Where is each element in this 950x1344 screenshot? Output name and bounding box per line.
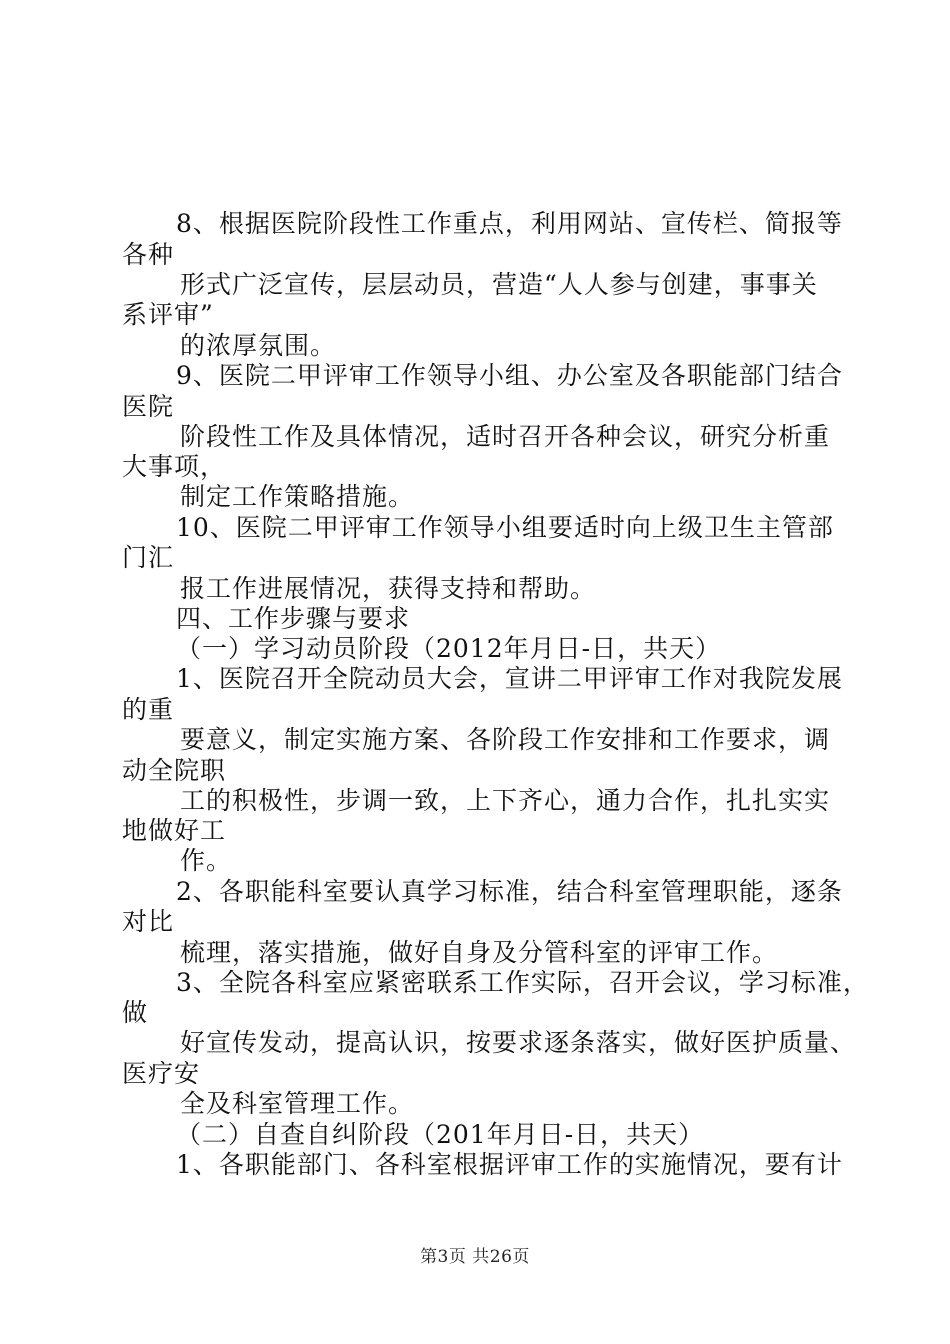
text-line: 9、医院二甲评审工作领导小组、办公室及各职能部门结合 — [176, 361, 843, 390]
text-line: 对比 — [122, 907, 175, 936]
text-line: 作。 — [180, 846, 233, 875]
subsection-heading: （一）学习动员阶段（2012年月日-日，共天） — [176, 634, 722, 663]
text-line: 阶段性工作及具体情况，适时召开各种会议，研究分析重 — [180, 422, 831, 451]
text-line: 动全院职 — [122, 756, 227, 785]
page-number-footer: 第3页 共26页 — [420, 1247, 530, 1267]
text-line: 各种 — [122, 240, 175, 269]
text-line: 工的积极性，步调一致，上下齐心，通力合作，扎扎实实 — [180, 786, 831, 815]
text-line: 做 — [122, 998, 149, 1027]
text-line: 1、医院召开全院动员大会，宣讲二甲评审工作对我院发展 — [176, 664, 843, 693]
text-line: 梳理，落实措施，做好自身及分管科室的评审工作。 — [180, 938, 779, 967]
text-line: 的浓厚氛围。 — [180, 331, 337, 360]
text-line: 8、根据医院阶段性工作重点，利用网站、宣传栏、简报等 — [176, 209, 843, 238]
text-line: 10、医院二甲评审工作领导小组要适时向上级卫生主管部 — [176, 513, 834, 542]
text-line: 要意义，制定实施方案、各阶段工作安排和工作要求，调 — [180, 725, 831, 754]
text-line: 门汇 — [122, 543, 175, 572]
text-line: 医院 — [122, 392, 175, 421]
text-line: 2、各职能科室要认真学习标准，结合科室管理职能，逐条 — [176, 877, 843, 906]
section-heading: 四、工作步骤与要求 — [176, 604, 411, 633]
text-line: 全及科室管理工作。 — [180, 1089, 415, 1118]
text-line: 系评审” — [122, 300, 214, 329]
text-line: 制定工作策略措施。 — [180, 482, 415, 511]
text-line: 大事项， — [122, 452, 227, 481]
text-line: 医疗安 — [122, 1059, 201, 1088]
text-line: 的重 — [122, 695, 175, 724]
text-line: 形式广泛宣传，层层动员，营造“人人参与创建，事事关 — [180, 270, 818, 299]
text-line: 3、全院各科室应紧密联系工作实际，召开会议，学习标准， — [176, 968, 869, 997]
text-line: 1、各职能部门、各科室根据评审工作的实施情况，要有计 — [176, 1150, 843, 1179]
text-line: 地做好工 — [122, 816, 227, 845]
subsection-heading: （二）自查自纠阶段（201年月日-日，共天） — [176, 1120, 705, 1149]
text-line: 好宣传发动，提高认识，按要求逐条落实，做好医护质量、 — [180, 1028, 857, 1057]
text-line: 报工作进展情况，获得支持和帮助。 — [180, 574, 597, 603]
